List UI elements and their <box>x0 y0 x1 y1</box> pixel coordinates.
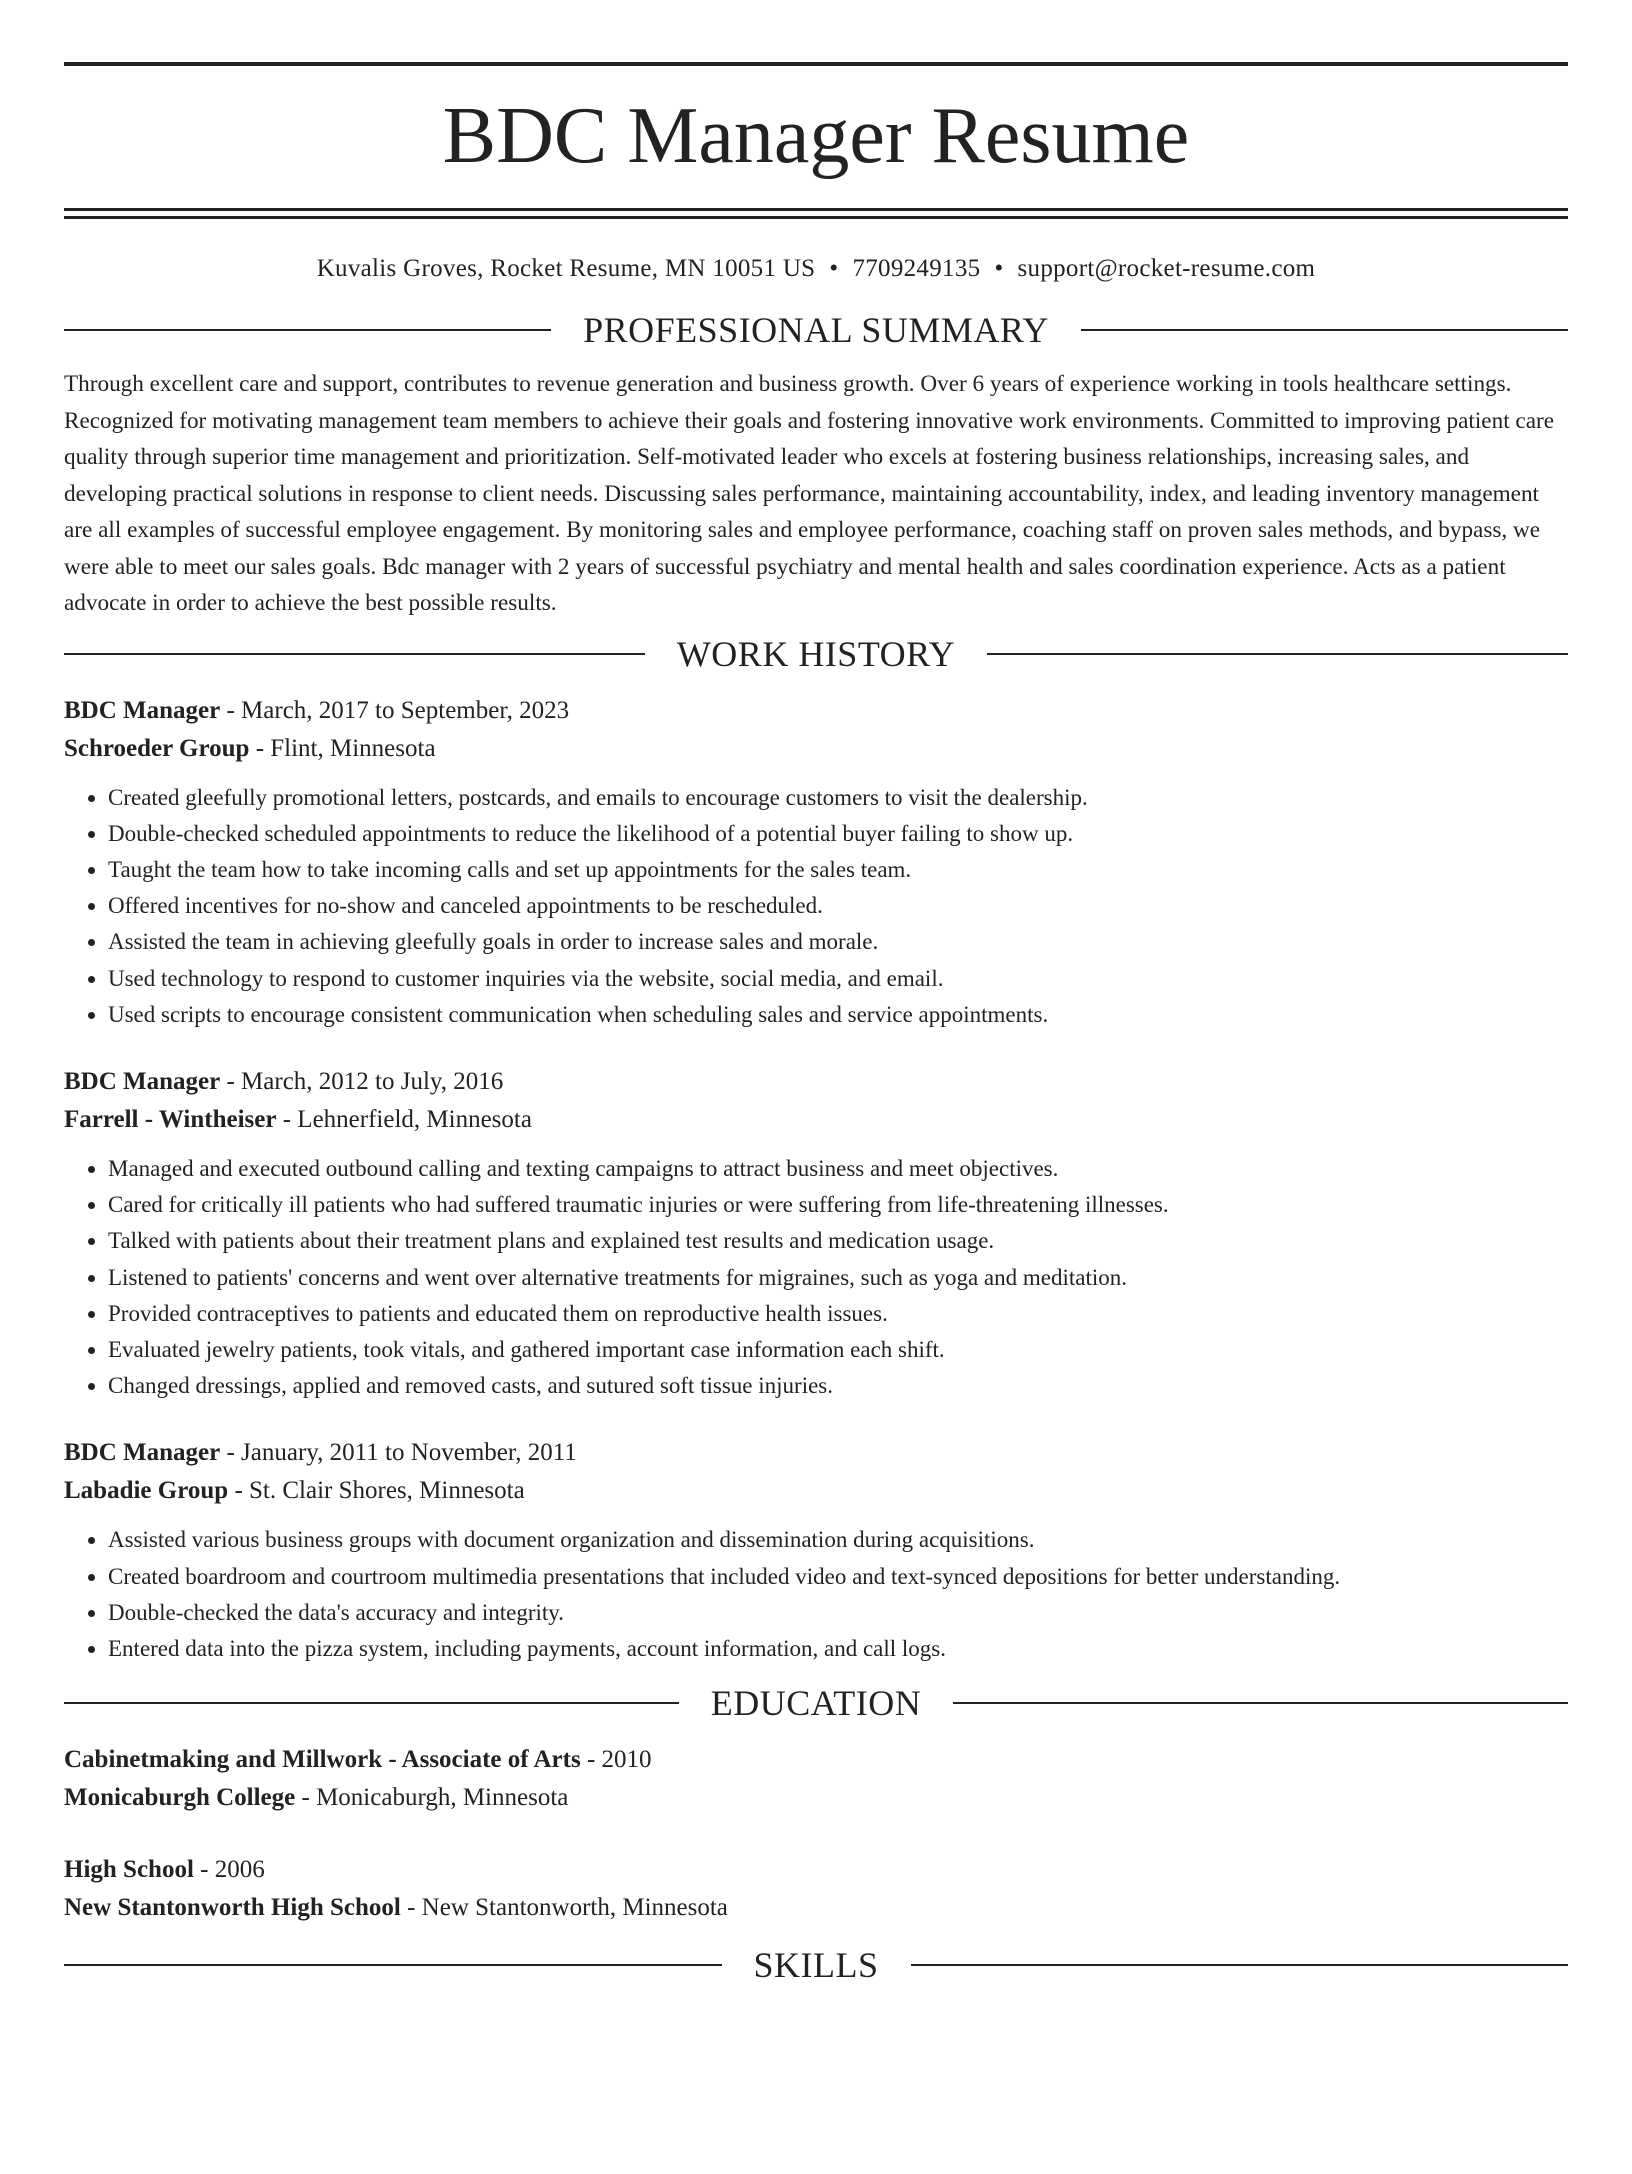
contact-separator: • <box>829 255 839 282</box>
summary-paragraph: Through excellent care and support, contributes to revenue generation and business growth. Over 6 years of experience working in tools healthcare settings. Recognized for motivating management team members to achieve their goals and fostering innovative work environments. Committed to improving patient care quality through superior time management and prioritization. Self-motivated leader who excels at fostering business relationships, increasing sales, and developing practical solutions in response to client needs. Discussing sales performance, maintaining accountability, index, and leading inventory management are all examples of successful employee engagement. By monitoring sales and employee performance, coaching staff on proven sales methods, and bypass, we were able to meet our sales goals. Bdc manager with 2 years of successful psychiatry and mental health and sales coordination experience. Acts as a patient advocate in order to achieve the best possible results. <box>64 371 1555 616</box>
heading-rule <box>911 1964 1569 1966</box>
job-company: Labadie Group <box>64 1477 229 1505</box>
school: Monicaburgh College <box>64 1784 296 1812</box>
section-title: SKILLS <box>753 1945 879 1986</box>
degree-line <box>64 1741 1568 1779</box>
list-item: • Talked with patients about their treatment plans and explained test results and medication usage. <box>108 1223 1568 1259</box>
heading-rule <box>64 1964 722 1966</box>
job-bullets <box>64 1151 1568 1404</box>
list-item: • Managed and executed outbound calling and texting campaigns to attract business and meet objectives. <box>108 1151 1568 1187</box>
list-item: • Used scripts to encourage consistent communication when scheduling sales and service appointments. <box>108 997 1568 1033</box>
list-item: • Provided contraceptives to patients and educated them on reproductive health issues. <box>108 1296 1568 1332</box>
section-heading-education <box>64 1683 1568 1723</box>
job-entry <box>64 1434 1568 1667</box>
job-location: - Lehnerfield, Minnesota <box>276 1105 532 1133</box>
heading-rule <box>64 1702 679 1704</box>
heading-rule <box>987 653 1568 655</box>
section-heading-work-history <box>64 634 1568 674</box>
degree: Cabinetmaking and Millwork - Associate of Arts <box>64 1746 581 1774</box>
list-item: • Entered data into the pizza system, including payments, account information, and call logs. <box>108 1631 1568 1667</box>
section-title: WORK HISTORY <box>676 633 956 674</box>
list-item: • Created boardroom and courtroom multimedia presentations that included video and text-synced depositions for better understanding. <box>108 1559 1568 1595</box>
title-double-rule <box>64 208 1568 219</box>
job-entry <box>64 1063 1568 1404</box>
section-title: EDUCATION <box>710 1683 922 1724</box>
list-item: • Evaluated jewelry patients, took vitals, and gathered important case information each shift. <box>108 1332 1568 1368</box>
job-company-line <box>64 1472 1568 1510</box>
contact-email: support@rocket-resume.com <box>1017 255 1316 282</box>
contact-phone: 7709249135 <box>852 255 981 282</box>
degree-year: - 2010 <box>580 1746 652 1774</box>
school-line <box>64 1779 1568 1817</box>
heading-rule <box>953 1702 1568 1704</box>
top-rule <box>64 62 1568 66</box>
list-item: • Double-checked the data's accuracy and integrity. <box>108 1595 1568 1631</box>
heading-rule <box>1081 329 1568 331</box>
list-item: • Used technology to respond to customer inquiries via the website, social media, and email. <box>108 961 1568 997</box>
job-title-line <box>64 1434 1568 1472</box>
degree-year: - 2006 <box>193 1856 265 1884</box>
school: New Stantonworth High School <box>64 1894 401 1922</box>
job-title: BDC Manager <box>64 1067 221 1095</box>
contact-line <box>64 254 1568 284</box>
heading-rule <box>64 653 645 655</box>
page-title: BDC Manager Resume <box>442 92 1190 180</box>
list-item: • Changed dressings, applied and removed casts, and sutured soft tissue injuries. <box>108 1368 1568 1404</box>
list-item: • Listened to patients' concerns and went over alternative treatments for migraines, such as yoga and meditation. <box>108 1260 1568 1296</box>
heading-rule <box>64 329 551 331</box>
contact-separator: • <box>994 255 1004 282</box>
school-location: - Monicaburgh, Minnesota <box>295 1784 569 1812</box>
school-line <box>64 1889 1568 1927</box>
education-entry <box>64 1851 1568 1927</box>
job-dates: - January, 2011 to November, 2011 <box>220 1439 577 1467</box>
list-item: • Taught the team how to take incoming calls and set up appointments for the sales team. <box>108 852 1568 888</box>
job-company-line <box>64 730 1568 768</box>
list-item: • Assisted various business groups with document organization and dissemination during acquisitions. <box>108 1522 1568 1558</box>
job-bullets <box>64 780 1568 1033</box>
list-item: • Offered incentives for no-show and canceled appointments to be rescheduled. <box>108 888 1568 924</box>
list-item: • Cared for critically ill patients who had suffered traumatic injuries or were suffering from life-threatening illnesses. <box>108 1187 1568 1223</box>
job-company-line <box>64 1101 1568 1139</box>
section-title: PROFESSIONAL SUMMARY <box>583 310 1049 350</box>
resume-page <box>64 62 1568 1985</box>
section-heading-skills <box>64 1945 1568 1985</box>
list-item: • Double-checked scheduled appointments to reduce the likelihood of a potential buyer failing to show up. <box>108 816 1568 852</box>
job-title-line <box>64 1063 1568 1101</box>
job-dates: - March, 2017 to September, 2023 <box>220 696 570 724</box>
education-entry <box>64 1741 1568 1817</box>
job-company: Schroeder Group <box>64 734 250 762</box>
section-heading-summary <box>64 310 1568 350</box>
list-item: • Assisted the team in achieving gleefully goals in order to increase sales and morale. <box>108 924 1568 960</box>
job-dates: - March, 2012 to July, 2016 <box>220 1067 504 1095</box>
job-title: BDC Manager <box>64 696 221 724</box>
job-bullets <box>64 1522 1568 1667</box>
job-location: - Flint, Minnesota <box>249 734 436 762</box>
job-company: Farrell - Wintheiser <box>64 1105 277 1133</box>
degree: High School <box>64 1856 194 1884</box>
job-location: - St. Clair Shores, Minnesota <box>228 1477 525 1505</box>
job-title-line <box>64 692 1568 730</box>
job-title: BDC Manager <box>64 1439 221 1467</box>
degree-line <box>64 1851 1568 1889</box>
contact-address: Kuvalis Groves, Rocket Resume, MN 10051 US <box>316 255 816 282</box>
list-item: • Created gleefully promotional letters, postcards, and emails to encourage customers to visit the dealership. <box>108 780 1568 816</box>
job-entry <box>64 692 1568 1033</box>
school-location: - New Stantonworth, Minnesota <box>400 1894 728 1922</box>
